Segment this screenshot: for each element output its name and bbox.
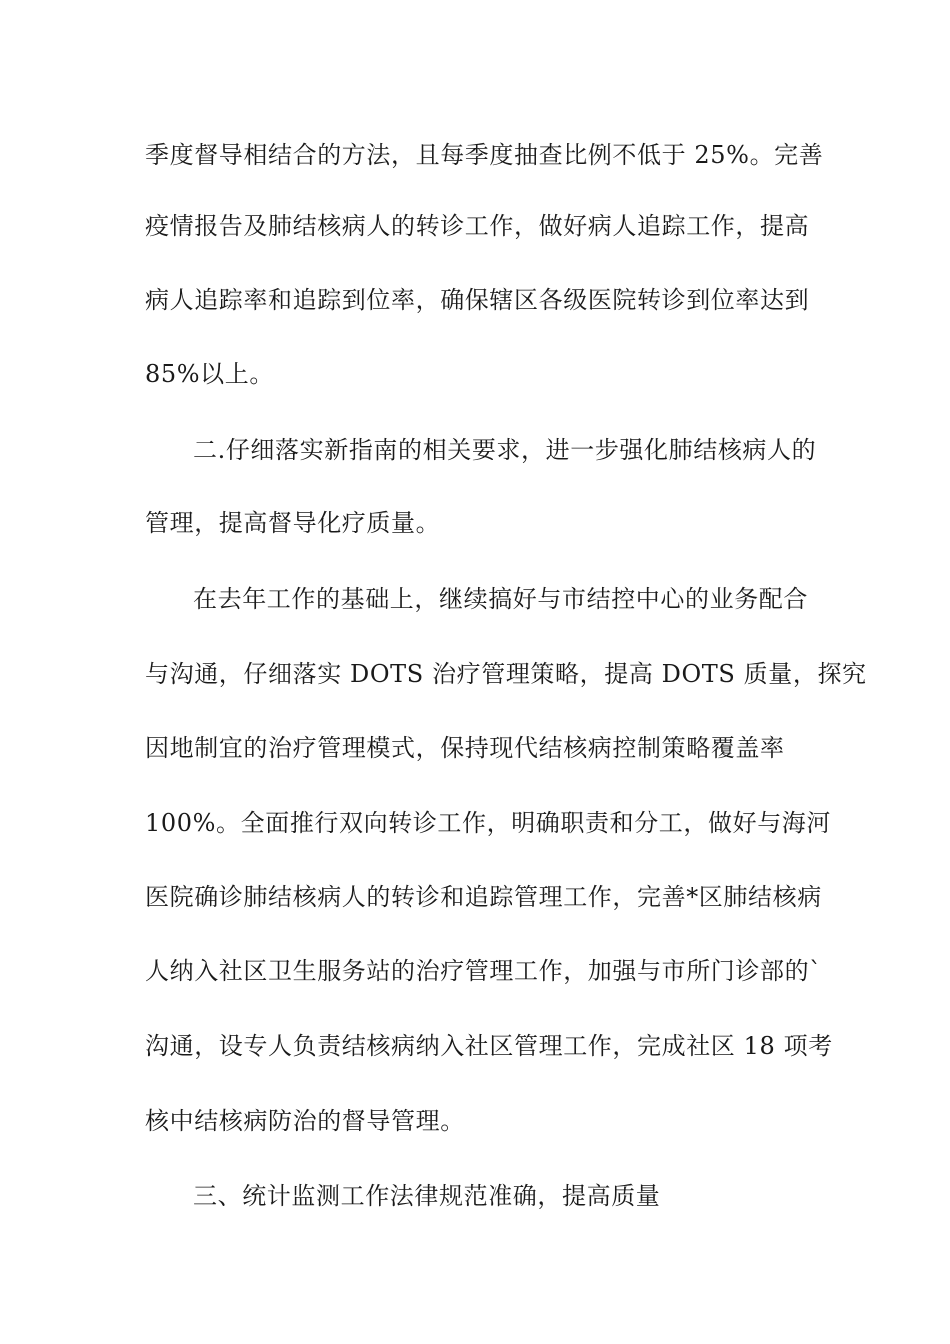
paragraph-line: 医院确诊肺结核病人的转诊和追踪管理工作，完善*区肺结核病	[145, 883, 822, 911]
paragraph-line: 季度督导相结合的方法，且每季度抽查比例不低于 25%。完善	[145, 141, 824, 169]
section-heading-2: 二.仔细落实新指南的相关要求，进一步强化肺结核病人的	[193, 436, 817, 464]
paragraph-line: 人纳入社区卫生服务站的治疗管理工作，加强与市所门诊部的`	[145, 957, 822, 985]
paragraph-line: 85%以上。	[145, 360, 274, 388]
paragraph-line: 因地制宜的治疗管理模式，保持现代结核病控制策略覆盖率	[145, 734, 785, 762]
paragraph-line: 管理，提高督导化疗质量。	[145, 509, 441, 537]
section-heading-3: 三、统计监测工作法律规范准确，提高质量	[193, 1182, 661, 1210]
paragraph-line: 与沟通，仔细落实 DOTS 治疗管理策略，提高 DOTS 质量，探究	[145, 660, 867, 688]
paragraph-line: 疫情报告及肺结核病人的转诊工作，做好病人追踪工作，提高	[145, 212, 810, 240]
paragraph-line: 100%。全面推行双向转诊工作，明确职责和分工，做好与海河	[145, 809, 832, 837]
paragraph-line: 核中结核病防治的督导管理。	[145, 1107, 465, 1135]
paragraph-line: 病人追踪率和追踪到位率，确保辖区各级医院转诊到位率达到	[145, 286, 810, 314]
paragraph-line: 沟通，设专人负责结核病纳入社区管理工作，完成社区 18 项考	[145, 1032, 833, 1060]
paragraph-line: 在去年工作的基础上，继续搞好与市结控中心的业务配合	[193, 585, 808, 613]
